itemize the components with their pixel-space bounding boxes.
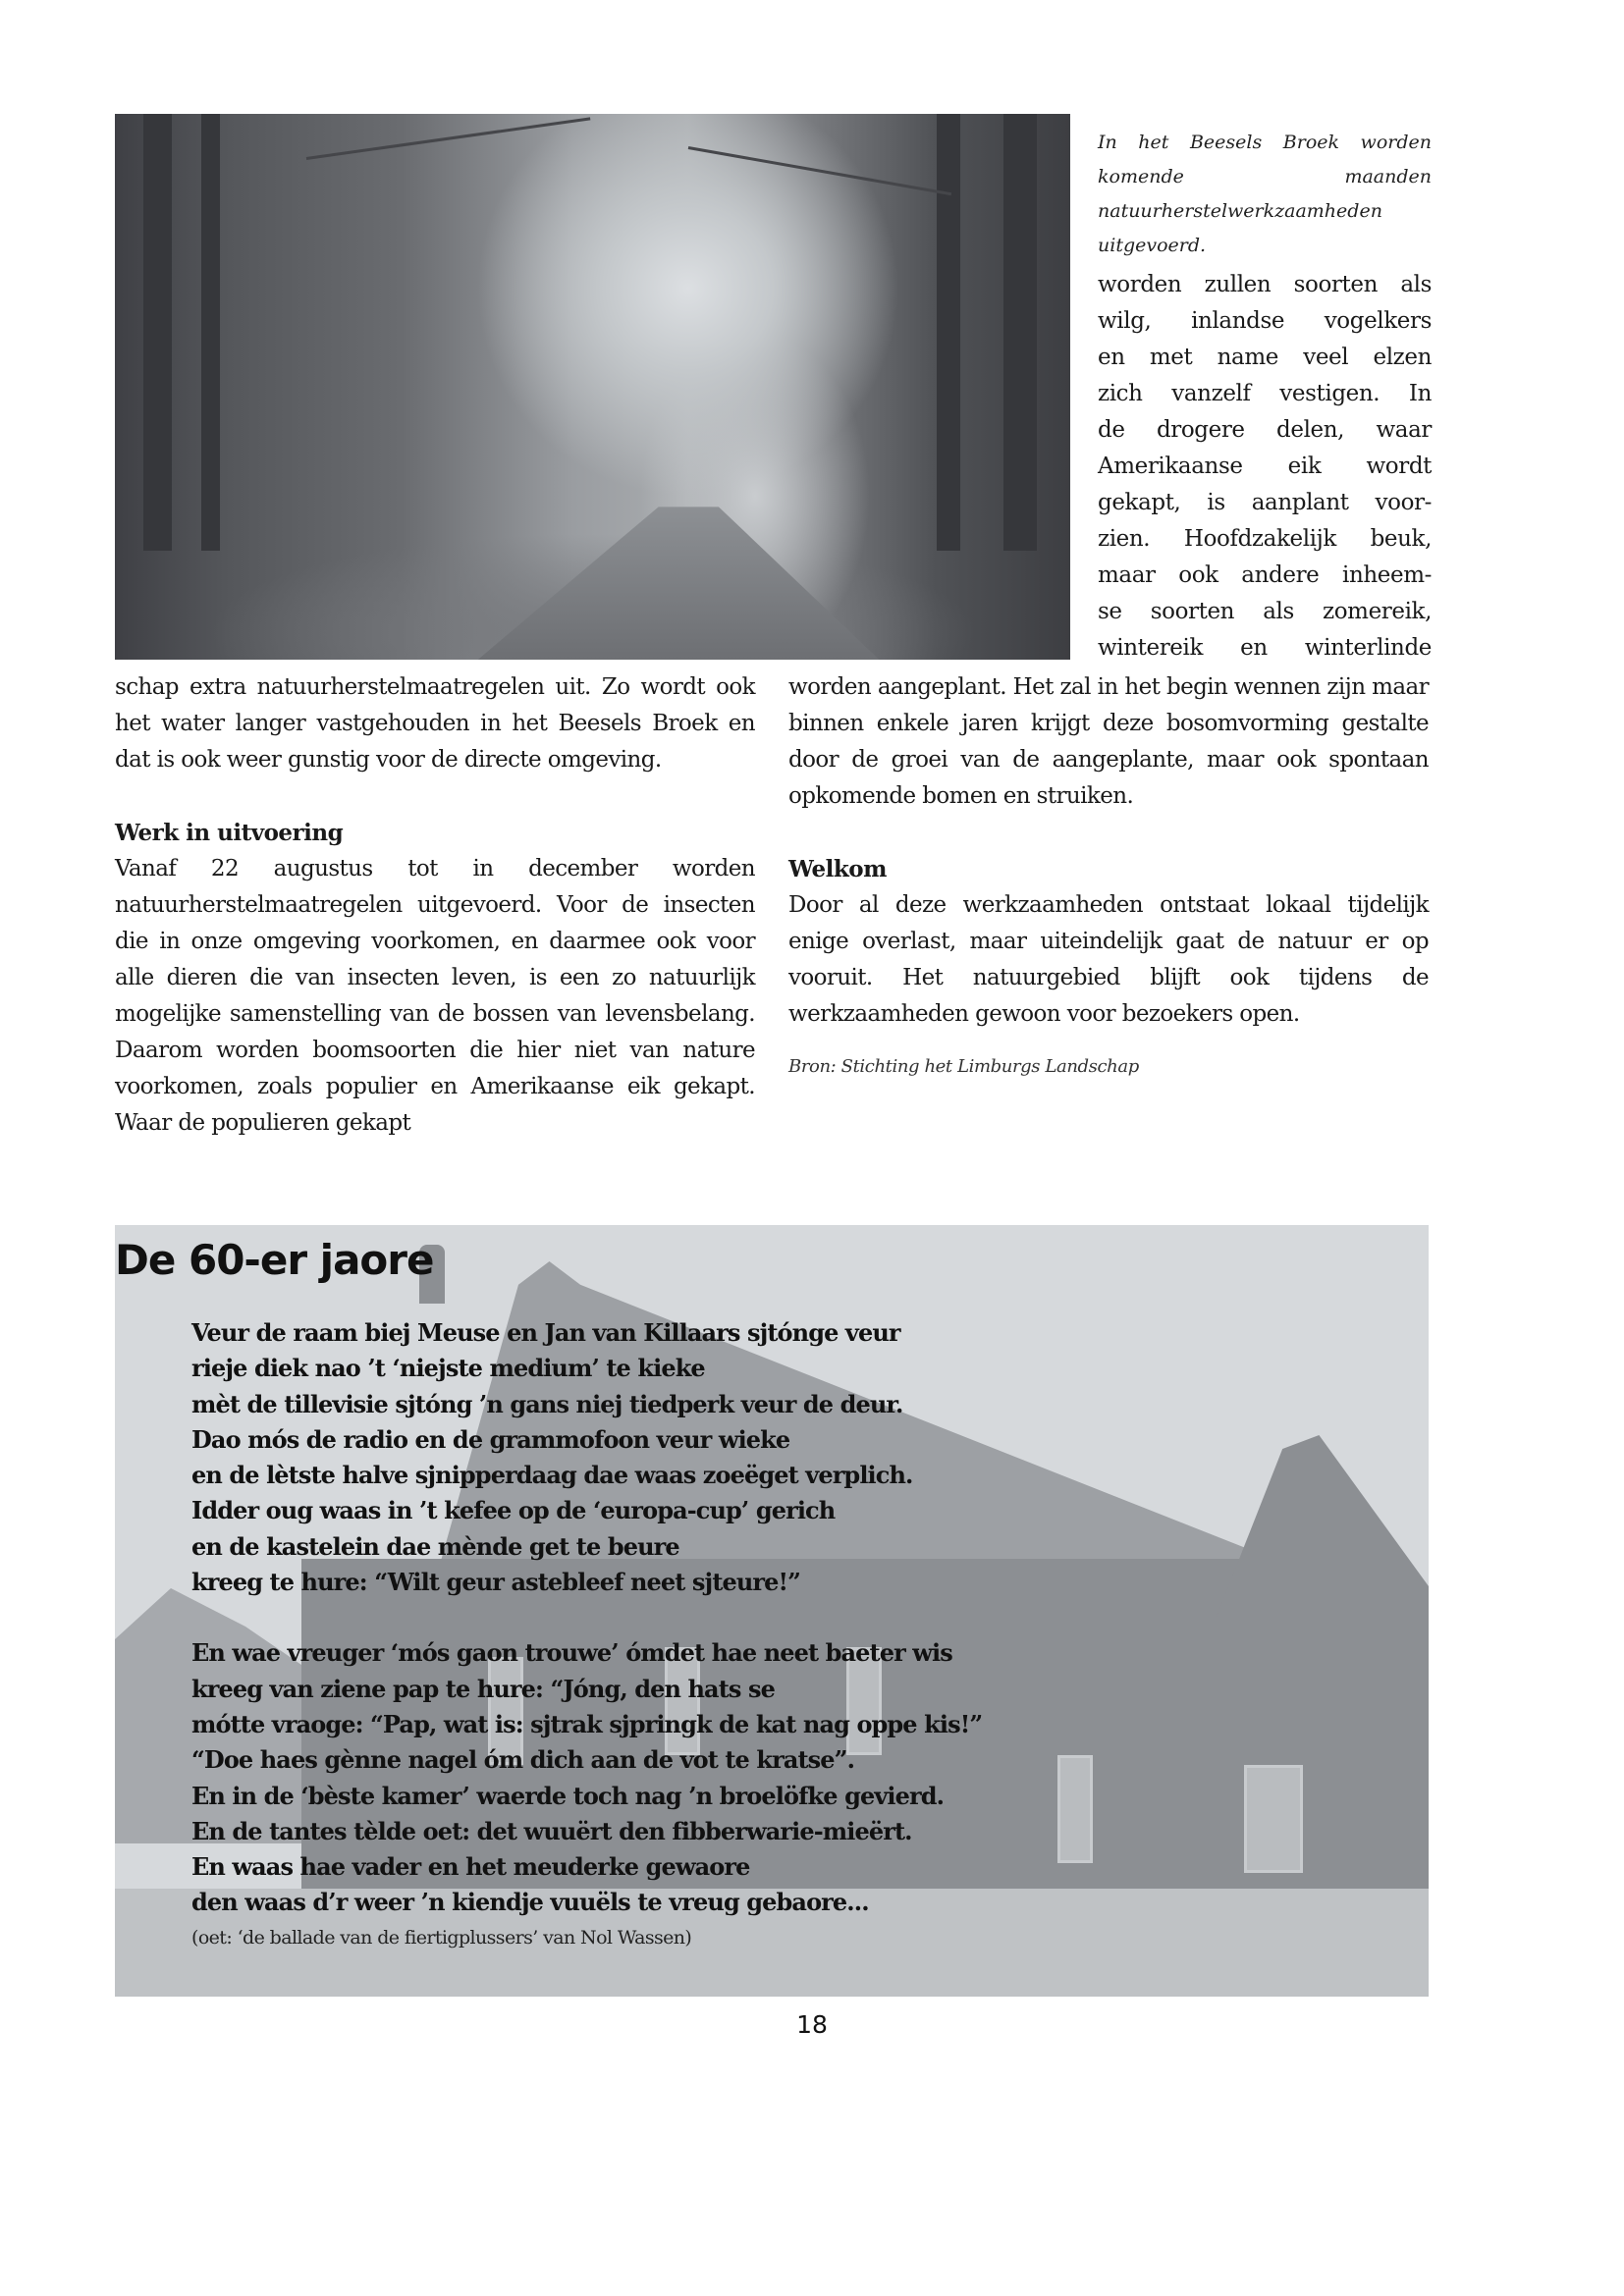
tree-branch [688,146,952,195]
poem-line: Dao mós de radio en de grammofoon veur wieke [191,1424,790,1454]
poem-line: En de tantes tèlde oet: det wuuërt den fibberwarie-mieërt. [191,1816,912,1845]
poem-line: den waas d’r weer ’n kiendje vuuëls te vreug gebaore... [191,1888,869,1917]
text-line: wilg, inlandse vogelkers [1098,308,1432,334]
poem-line: En waas hae vader en het meuderke gewaore [191,1852,750,1882]
poem-line: Idder oug waas in ’t kefee op de ‘europa-cup’ gerich [191,1496,836,1525]
text-line: zien. Hoofdzakelijk beuk, [1098,526,1432,552]
paragraph: Door al deze werkzaamheden ontstaat lokaal tijdelijk enige overlast, maar uiteindelijk gaat de natuur er op vooruit. Het natuurgebied blijft ook tijdens de werkzaamheden gewoon voor bezoekers open. [788,892,1429,1027]
tree-trunk [201,114,220,551]
text-line: worden zullen soorten als [1098,272,1432,297]
poem-line: “Doe haes gènne nagel óm dich aan de vot te kratse”. [191,1745,855,1775]
text-line: Amerikaanse eik wordt [1098,454,1432,479]
text-line: gekapt, is aanplant voor- [1098,490,1432,515]
text-line: maar ook andere inheem- [1098,562,1432,588]
poem-line: En wae vreuger ‘mós gaon trouwe’ ómdet hae neet baeter wis [191,1638,952,1668]
text-line: zich vanzelf vestigen. In [1098,381,1432,406]
section-heading-welkom: Welkom [788,856,887,882]
window-shape [1057,1755,1093,1863]
tree-trunk [143,114,172,551]
section-heading-werk-in-uitvoering: Werk in uitvoering [115,820,344,846]
poem-line: mèt de tillevisie sjtóng ’n gans niej tiedperk veur de deur. [191,1389,903,1418]
poem-line: en de lètste halve sjnipperdaag dae waas zoeëget verplich. [191,1461,913,1490]
source-credit: Bron: Stichting het Limburgs Landschap [788,1056,1139,1077]
text-line: wintereik en winterlinde [1098,635,1432,661]
text-line: de drogere delen, waar [1098,417,1432,443]
paragraph: Vanaf 22 augustus tot in december worden natuurherstelmaatregelen uitgevoerd. Voor de insecten die in onze omgeving voorkomen, en daarmee ook voor alle dieren die van insecten leven, is een zo natuurlijk mogelijke samenstelling van de bossen van levensbelang. Daarom worden boomsoorten die hier niet van nature voorkomen, zoals populier en Amerikaanse eik gekapt. Waar de populieren gekapt [115,856,755,1136]
tree-trunk [937,114,960,551]
poem-line: Veur de raam biej Meuse en Jan van Killaars sjtónge veur [191,1318,900,1347]
poem-title: De 60-er jaore [115,1236,434,1284]
poem-line: kreeg van ziene pap te hure: “Jóng, den hats se [191,1674,775,1703]
poem-line: en de kastelein dae mènde get te beure [191,1531,679,1561]
window-shape [1244,1765,1303,1873]
text-line: en met name veel elzen [1098,345,1432,370]
text-line: se soorten als zomereik, [1098,599,1432,624]
forest-path [478,507,880,660]
article-text-beside-photo [1098,267,1432,667]
article-column-right [788,669,1429,1082]
page-number: 18 [796,2010,828,2039]
tree-trunk [1003,114,1037,551]
poem-line: mótte vraoge: “Pap, wat is: sjtrak sjpringk de kat nag oppe kis!” [191,1709,983,1738]
article-column-left [115,669,755,1142]
poem-line: En in de ‘bèste kamer’ waerde toch nag ’n broelöfke gevierd. [191,1781,945,1810]
poem-credit: (oet: ‘de ballade van de fiertigplussers’ van Nol Wassen) [191,1926,692,1949]
poem-line: kreeg te hure: “Wilt geur astebleef neet sjteure!” [191,1568,801,1597]
photo-caption: In het Beesels Broek worden komende maanden natuurherstelwerkzaamheden uitgevoerd. [1098,132,1432,256]
poem-panel [115,1225,1429,1997]
poem-body [191,1315,982,1954]
forest-path-photo [115,114,1070,660]
poem-line: rieje diek nao ’t ‘niejste medium’ te kieke [191,1354,705,1383]
paragraph: schap extra natuurherstelmaatregelen uit. Zo wordt ook het water langer vastgehouden in het Beesels Broek en dat is ook weer gunstig voor de directe omgeving. [115,674,755,773]
tree-branch [305,118,589,161]
paragraph: worden aangeplant. Het zal in het begin wennen zijn maar binnen enkele jaren krijgt deze bosomvorming gestalte door de groei van de aangeplante, maar ook spontaan opkomende bomen en struiken. [788,674,1429,809]
